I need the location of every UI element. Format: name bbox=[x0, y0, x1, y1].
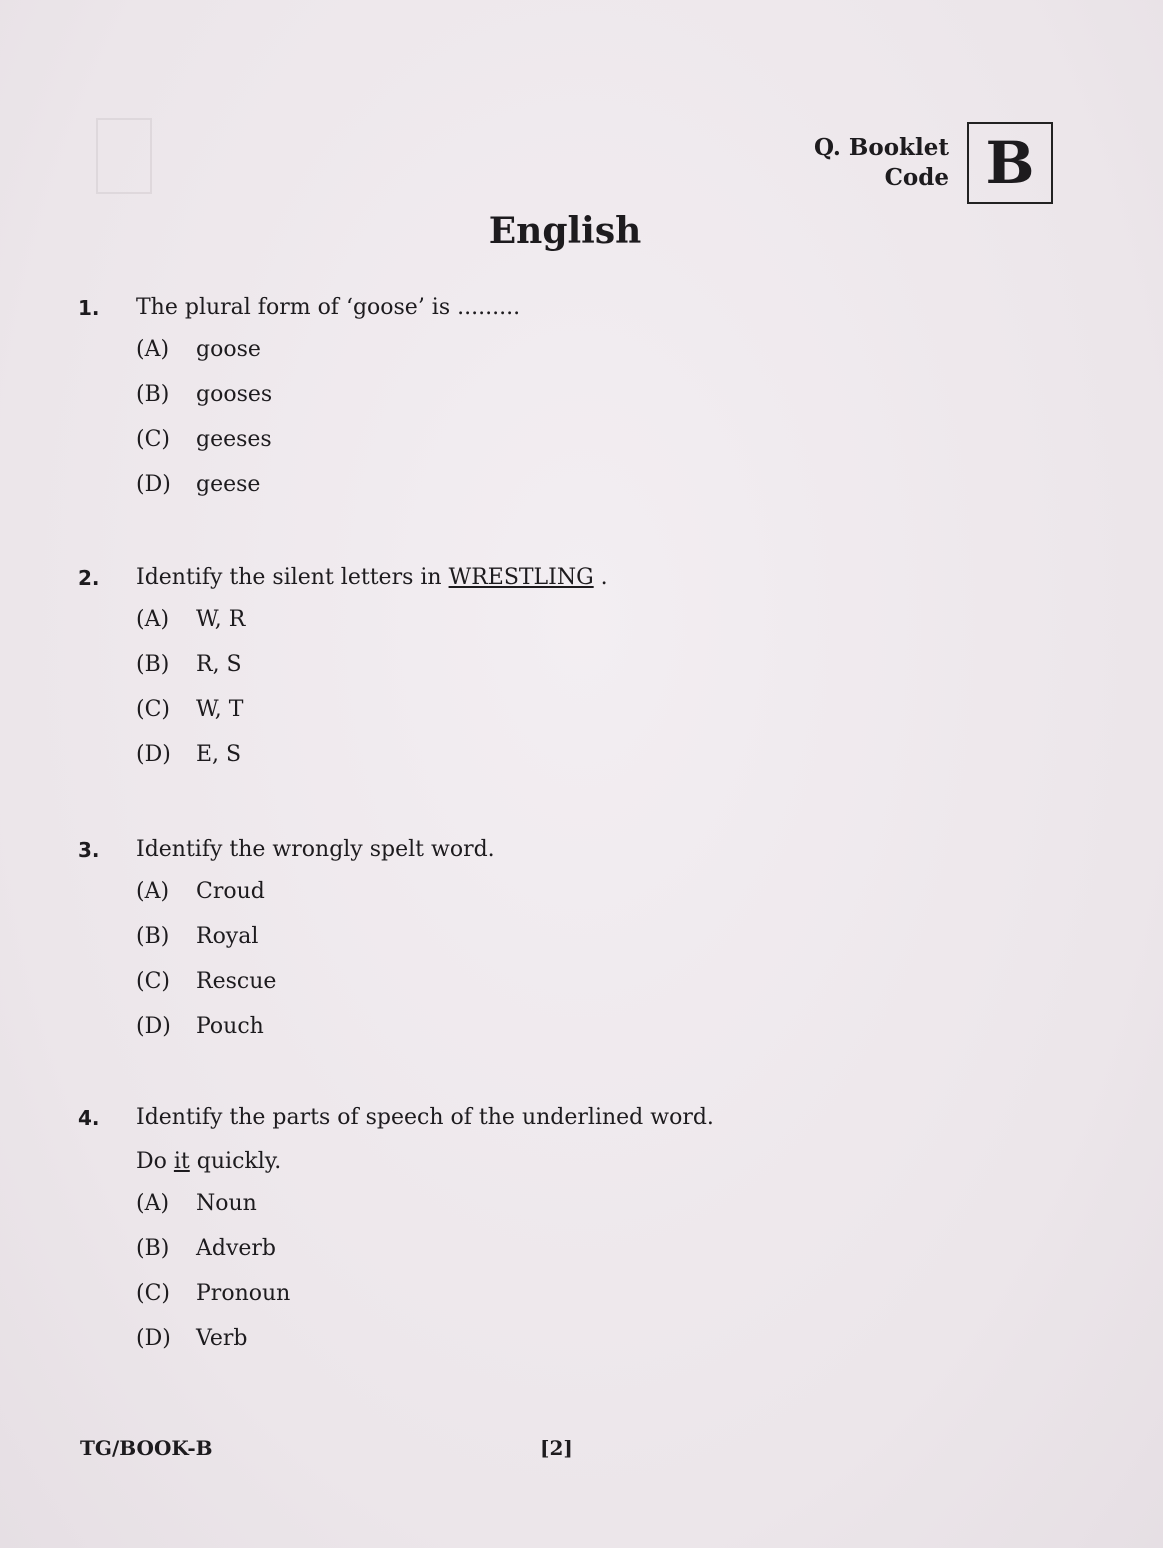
option-list bbox=[136, 878, 1058, 1058]
option-b: (B) gooses bbox=[136, 382, 273, 407]
question-text: Identify the parts of speech of the underlined word. bbox=[136, 1105, 714, 1130]
option-a: (A) Croud bbox=[136, 879, 265, 904]
question-number: 1. bbox=[78, 296, 100, 320]
subject-title: English bbox=[488, 210, 642, 252]
option-a: (A) W, R bbox=[136, 607, 246, 632]
question-1 bbox=[78, 294, 1058, 516]
option-d: (D) Verb bbox=[136, 1326, 248, 1351]
question-3 bbox=[78, 836, 1058, 1058]
question-number: 4. bbox=[78, 1106, 100, 1130]
option-b: (B) R, S bbox=[136, 652, 242, 677]
question-2 bbox=[78, 564, 1058, 786]
option-b: (B) Adverb bbox=[136, 1236, 277, 1261]
question-number: 2. bbox=[78, 566, 100, 590]
question-text: The plural form of ‘goose’ is ......... bbox=[136, 295, 521, 320]
option-a: (A) goose bbox=[136, 337, 261, 362]
booklet-label-line2: Code bbox=[884, 164, 949, 191]
option-b: (B) Royal bbox=[136, 924, 259, 949]
underlined-word: WRESTLING bbox=[448, 565, 594, 590]
booklet-code-block bbox=[814, 122, 1053, 204]
faded-stamp-mark bbox=[96, 118, 152, 194]
booklet-code-label bbox=[814, 133, 949, 193]
option-list bbox=[136, 606, 1058, 786]
option-c: (C) geeses bbox=[136, 427, 272, 452]
option-a: (A) Noun bbox=[136, 1191, 257, 1216]
option-d: (D) E, S bbox=[136, 742, 242, 767]
underlined-word: it bbox=[173, 1149, 190, 1174]
option-list bbox=[136, 336, 1058, 516]
option-c: (C) W, T bbox=[136, 697, 244, 722]
option-list bbox=[136, 1190, 1058, 1370]
question-number: 3. bbox=[78, 838, 100, 862]
option-d: (D) geese bbox=[136, 472, 261, 497]
option-c: (C) Pronoun bbox=[136, 1281, 291, 1306]
example-sentence: Do it quickly. bbox=[136, 1149, 282, 1174]
page-number: [2] bbox=[540, 1436, 573, 1460]
booklet-code-box: B bbox=[967, 122, 1053, 204]
booklet-label-line1: Q. Booklet bbox=[814, 134, 949, 161]
question-text: Identify the wrongly spelt word. bbox=[136, 837, 495, 862]
booklet-id-footer: TG/BOOK-B bbox=[80, 1436, 213, 1460]
question-4 bbox=[78, 1104, 1058, 1370]
option-c: (C) Rescue bbox=[136, 969, 277, 994]
option-d: (D) Pouch bbox=[136, 1014, 264, 1039]
question-text: Identify the silent letters in WRESTLING . bbox=[136, 565, 608, 590]
